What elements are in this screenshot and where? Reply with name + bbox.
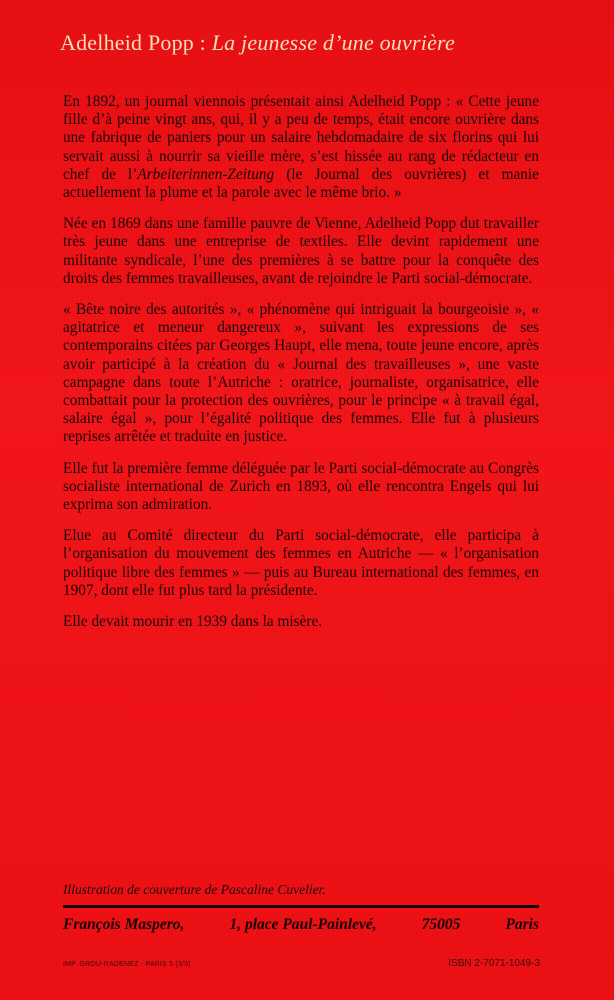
printer-line: IMP. GROU-RADENEZ - PARIS 5 (3/3) [63,961,191,968]
blurb-paragraph-1-part-a: En 1892, un journal viennois présentait ainsi Adelheid Popp : « Cette jeune fille d’à peine vingt ans, qui, il y a peu de temps, était encore ouvrière dans une fabrique de paniers pour un salaire hebdomadaire de six florins qui lui servait aussi à nourrir sa vieille mère, s’est hissée au rang de rédacteur en chef de l’ [63,93,539,183]
newspaper-name: Arbeiterinnen-Zeitung [137,165,275,183]
title-separator: : [193,30,212,55]
book-header [60,30,580,56]
book-title: La jeunesse d’une ouvrière [211,30,455,55]
publisher-name: François Maspero, [63,916,185,933]
publisher-address [63,916,539,934]
publisher-postcode: 75005 [421,916,461,933]
publisher-city: Paris [505,916,539,933]
illustration-credit: Illustration de couverture de Pascaline Cuvelier. [63,882,326,897]
blurb-paragraph-3: « Bête noire des autorités », « phénomène qui intriguait la bourgeoisie », « agitatrice et meneur dangereux », suivant les expressions de ses contemporains citées par Georges Haupt, elle mena, toute jeune encore, après avoir participé à la création du « Journal des travailleuses », une vaste campagne dans toute l’Autriche : oratrice, journaliste, organisatrice, elle combattait pour la protection des ouvrières, pour le principe « à travail égal, salaire égal », pour l’égalité politique des femmes. Elle fut à plusieurs reprises arrêtée et traduite en justice. [63,301,539,446]
blurb-paragraph-1-part-b: (le Journal des ouvrières) et manie actuellement la plume et la parole avec le même brio. » [63,165,539,202]
blurb-paragraph-6: Elle devait mourir en 1939 dans la misère. [63,613,323,631]
blurb-paragraph-5: Elue au Comité directeur du Parti social-démocrate, elle participa à l’organisation du mouvement des femmes en Autriche — « l’organisation politique libre des femmes » — puis au Bureau international des femmes, en 1907, dont elle fut plus tard la présidente. [63,527,539,599]
blurb-paragraph-2: Née en 1869 dans une famille pauvre de Vienne, Adelheid Popp dut travailler très jeune dans une entreprise de textiles. Elle devint rapidement une militante syndicale, l’une des premières à se battre pour la conquête des droits des femmes travailleuses, avant de rejoindre le Parti social-démocrate. [63,215,539,287]
blurb [63,93,539,644]
publisher-street: 1, place Paul-Painlevé, [229,916,377,933]
author-name: Adelheid Popp [60,30,194,55]
blurb-paragraph-1 [63,93,539,202]
isbn-number: ISBN 2-7071-1049-3 [448,958,540,969]
divider-rule [63,905,539,908]
blurb-paragraph-4: Elle fut la première femme déléguée par le Parti social-démocrate au Congrès socialiste international de Zurich en 1893, où elle rencontra Engels qui lui exprima son admiration. [63,459,539,514]
